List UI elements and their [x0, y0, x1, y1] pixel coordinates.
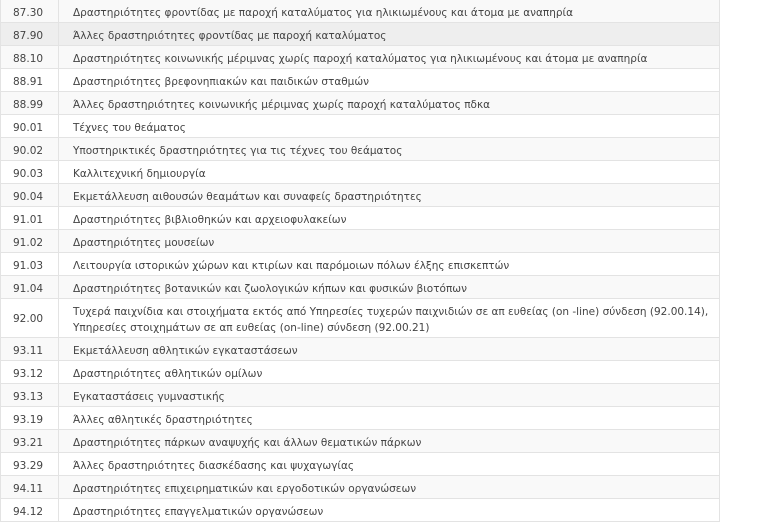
table-row	[1, 23, 719, 46]
activity-description: Δραστηριότητες επαγγελματικών οργανώσεων	[73, 506, 324, 518]
activity-code: 91.03	[1, 253, 59, 275]
table-row	[1, 253, 719, 276]
activity-description: Δραστηριότητες πάρκων αναψυχής και άλλων θεματικών πάρκων	[73, 437, 422, 449]
table-row	[1, 299, 719, 338]
table-row	[1, 476, 719, 499]
table-row	[1, 92, 719, 115]
activity-description: Δραστηριότητες αθλητικών ομίλων	[73, 368, 263, 380]
activity-description: Δραστηριότητες βιβλιοθηκών και αρχειοφυλακείων	[73, 214, 347, 226]
activity-code: 92.00	[1, 299, 59, 337]
table-row	[1, 69, 719, 92]
activity-code: 90.03	[1, 161, 59, 183]
table-row	[1, 115, 719, 138]
activity-description: Άλλες δραστηριότητες φροντίδας με παροχή καταλύματος	[73, 30, 387, 42]
activity-code: 93.11	[1, 338, 59, 360]
activity-description: Εγκαταστάσεις γυμναστικής	[73, 391, 225, 403]
activity-description: Άλλες δραστηριότητες διασκέδασης και ψυχαγωγίας	[73, 460, 355, 472]
table-row	[1, 184, 719, 207]
table-row	[1, 430, 719, 453]
activity-code: 91.01	[1, 207, 59, 229]
activity-code: 87.30	[1, 0, 59, 22]
activity-description: Τυχερά παιχνίδια και στοιχήματα εκτός από Υπηρεσίες τυχερών παιχνιδιών σε απ ευθείας (on -line) σύνδεση (92.00.14), Υπηρεσίες στοιχημάτων σε απ ευθείας (on-line) σύνδεση (92.00.21)	[73, 306, 709, 334]
activity-code: 88.91	[1, 69, 59, 91]
activity-code: 93.12	[1, 361, 59, 383]
activity-code: 94.12	[1, 499, 59, 521]
table-row	[1, 230, 719, 253]
activity-description: Λειτουργία ιστορικών χώρων και κτιρίων και παρόμοιων πόλων έλξης επισκεπτών	[73, 260, 510, 272]
activity-code: 91.02	[1, 230, 59, 252]
table-row	[1, 138, 719, 161]
activity-code: 90.01	[1, 115, 59, 137]
table-row	[1, 276, 719, 299]
activity-description: Εκμετάλλευση αθλητικών εγκαταστάσεων	[73, 345, 298, 357]
activity-description: Δραστηριότητες κοινωνικής μέριμνας χωρίς παροχή καταλύματος για ηλικιωμένους και άτομα με αναπηρία	[73, 53, 648, 65]
activity-code: 90.02	[1, 138, 59, 160]
activity-code: 93.21	[1, 430, 59, 452]
table-row	[1, 46, 719, 69]
activity-description: Άλλες αθλητικές δραστηριότητες	[73, 414, 253, 426]
activity-code: 90.04	[1, 184, 59, 206]
table-row	[1, 499, 719, 522]
activity-code: 87.90	[1, 23, 59, 45]
activity-description: Καλλιτεχνική δημιουργία	[73, 168, 206, 180]
activity-code: 91.04	[1, 276, 59, 298]
table-row	[1, 338, 719, 361]
table-row	[1, 453, 719, 476]
table-row	[1, 361, 719, 384]
activity-description: Υποστηρικτικές δραστηριότητες για τις τέχνες του θεάματος	[73, 145, 403, 157]
table-row	[1, 407, 719, 430]
activity-description: Εκμετάλλευση αιθουσών θεαμάτων και συναφείς δραστηριότητες	[73, 191, 422, 203]
activity-code: 88.99	[1, 92, 59, 114]
activity-description: Δραστηριότητες βοτανικών και ζωολογικών κήπων και φυσικών βιοτόπων	[73, 283, 467, 295]
activity-code: 93.29	[1, 453, 59, 475]
activity-description: Άλλες δραστηριότητες κοινωνικής μέριμνας χωρίς παροχή καταλύματος πδκα	[73, 99, 491, 111]
activity-code: 93.19	[1, 407, 59, 429]
table-row	[1, 0, 719, 23]
activity-description: Δραστηριότητες μουσείων	[73, 237, 215, 249]
activity-description: Δραστηριότητες φροντίδας με παροχή καταλύματος για ηλικιωμένους και άτομα με αναπηρία	[73, 7, 574, 19]
table-row	[1, 384, 719, 407]
activity-description: Δραστηριότητες επιχειρηματικών και εργοδοτικών οργανώσεων	[73, 483, 417, 495]
table-row	[1, 161, 719, 184]
activity-description: Τέχνες του θεάματος	[73, 122, 186, 134]
activity-code: 88.10	[1, 46, 59, 68]
activity-description: Δραστηριότητες βρεφονηπιακών και παιδικών σταθμών	[73, 76, 370, 88]
activity-code: 94.11	[1, 476, 59, 498]
table-row	[1, 207, 719, 230]
activity-code: 93.13	[1, 384, 59, 406]
